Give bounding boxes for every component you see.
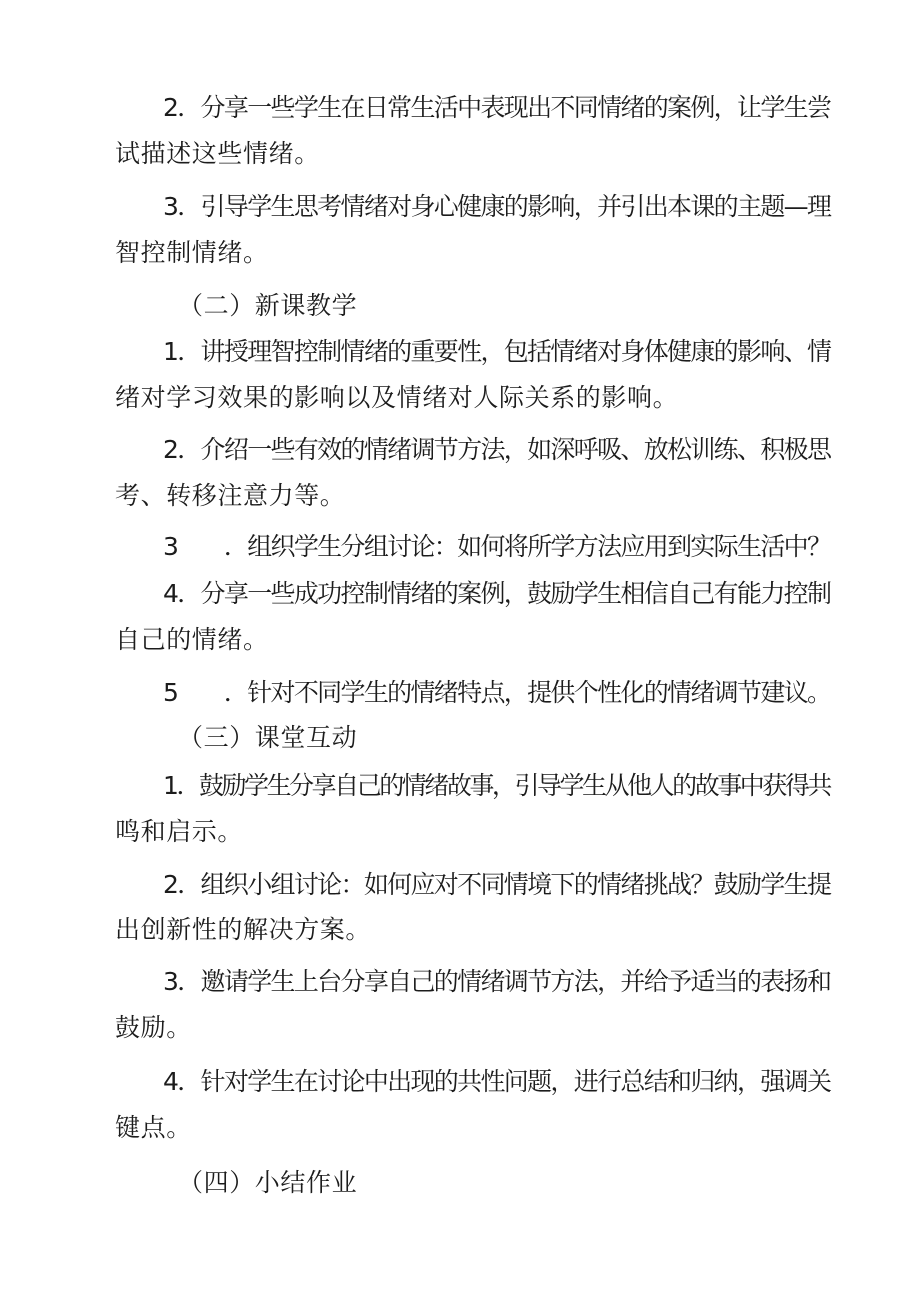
section-heading: （四）小结作业	[178, 1168, 358, 1197]
paragraph-line: 2．组织小组讨论：如何应对不同情境下的情绪挑战？鼓励学生提	[163, 870, 831, 899]
paragraph-line: 3．引导学生思考情绪对身心健康的影响，并引出本课的主题—理	[163, 192, 831, 221]
paragraph-line: 2．分享一些学生在日常生活中表现出不同情绪的案例，让学生尝	[163, 93, 831, 122]
paragraph-line: 考、转移注意力等。	[115, 481, 346, 510]
paragraph-line: 试描述这些情绪。	[115, 139, 320, 168]
paragraph-line: 5 ．针对不同学生的情绪特点，提供个性化的情绪调节建议。	[163, 678, 831, 707]
section-heading: （二）新课教学	[178, 291, 358, 320]
paragraph-line: 鼓励。	[115, 1013, 192, 1042]
paragraph-line: 自己的情绪。	[115, 625, 269, 654]
paragraph-line: 3 ．组织学生分组讨论：如何将所学方法应用到实际生活中？	[163, 532, 831, 561]
paragraph-line: 键点。	[115, 1113, 192, 1142]
paragraph-line: 2．介绍一些有效的情绪调节方法，如深呼吸、放松训练、积极思	[163, 435, 831, 464]
paragraph-line: 4．针对学生在讨论中出现的共性问题，进行总结和归纳，强调关	[163, 1067, 831, 1096]
paragraph-line: 4．分享一些成功控制情绪的案例，鼓励学生相信自己有能力控制	[163, 579, 831, 608]
paragraph-line: 智控制情绪。	[115, 238, 269, 267]
paragraph-line: 1．讲授理智控制情绪的重要性，包括情绪对身体健康的影响、情	[163, 337, 831, 366]
paragraph-line: 出创新性的解决方案。	[115, 915, 372, 944]
section-heading: （三）课堂互动	[178, 723, 358, 752]
paragraph-line: 鸣和启示。	[115, 817, 244, 846]
paragraph-line: 3．邀请学生上台分享自己的情绪调节方法，并给予适当的表扬和	[163, 967, 831, 996]
paragraph-line: 绪对学习效果的影响以及情绪对人际关系的影响。	[115, 383, 679, 412]
paragraph-line: 1．鼓励学生分享自己的情绪故事，引导学生从他人的故事中获得共	[163, 771, 830, 800]
